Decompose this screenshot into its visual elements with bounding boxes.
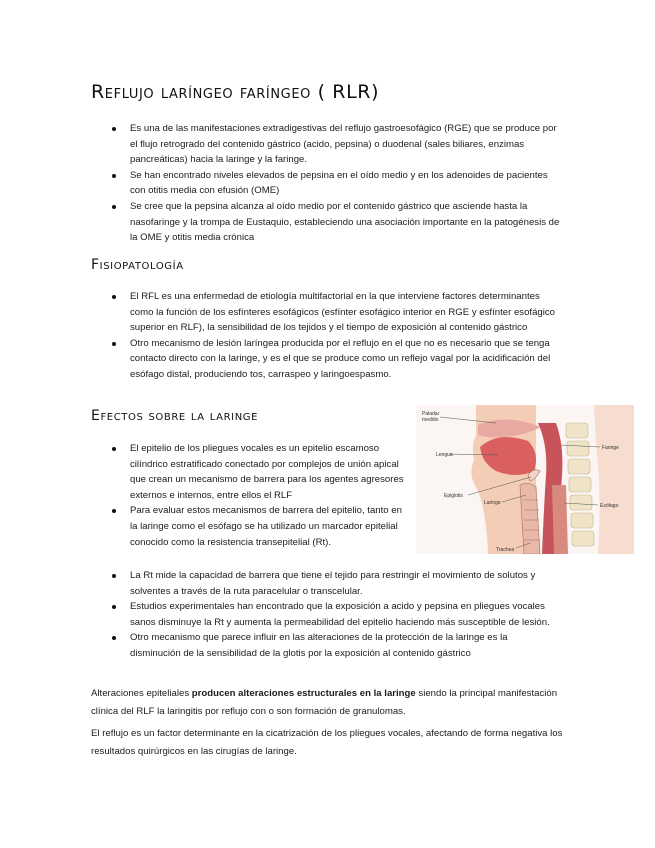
paragraph-alteraciones bbox=[91, 685, 561, 720]
list-item: Otro mecanismo de lesión laríngea producida por el reflujo en el que no es necesario que se tenga contacto directo con la laringe, y es el que se produce como un reflejo vagal por la acidificación del esófago distal, produciendo tos, carraspeo y laringoespasmo. bbox=[130, 336, 560, 383]
list-item: Otro mecanismo que parece influir en las alteraciones de la protección de la laringe es la disminución de la sensibilidad de la glotis por la exposición al contenido gástrico bbox=[130, 630, 560, 661]
vertebra bbox=[568, 459, 590, 474]
vertebra bbox=[567, 441, 589, 456]
vertebra bbox=[571, 513, 593, 528]
neck-back-shape bbox=[594, 405, 634, 554]
label-palate-line1: Paladar bbox=[422, 411, 440, 417]
label-tongue: Lengua bbox=[436, 452, 453, 458]
esophagus-shape bbox=[552, 485, 568, 554]
label-palate bbox=[422, 411, 441, 423]
anatomy-illustration bbox=[416, 405, 634, 554]
label-larynx: Laringe bbox=[484, 500, 501, 506]
anatomy-svg bbox=[416, 405, 634, 554]
efectos-bullet-list-wide bbox=[130, 568, 560, 662]
section-heading-efectos: Efectos sobre la laringe bbox=[91, 408, 259, 424]
list-item: Es una de las manifestaciones extradigestivas del reflujo gastroesofágico (RGE) que se produce por el flujo retrogrado del contenido gástrico (acido, pepsina) o duodenal (sales biliares, enzimas pancreáticas) hacia la laringe y la faringe. bbox=[130, 121, 562, 168]
page-title: Reflujo laríngeo faríngeo ( RLR) bbox=[91, 81, 380, 103]
vertebra bbox=[572, 531, 594, 546]
label-esophagus: Esófago bbox=[600, 503, 619, 509]
list-item: Para evaluar estos mecanismos de barrera del epitelio, tanto en la laringe como el esófago se ha utilizado un marcador epitelial conocido como la resistencia transepitelial (Rt). bbox=[130, 503, 410, 550]
paragraph-text-before: Alteraciones epiteliales bbox=[91, 688, 192, 699]
section-heading-fisiopatologia: Fisiopatología bbox=[91, 257, 184, 273]
label-pharynx: Faringe bbox=[602, 445, 619, 451]
vertebra bbox=[566, 423, 588, 438]
list-item: La Rt mide la capacidad de barrera que tiene el tejido para restringir el movimiento de solutos y solventes a través de la ruta paracelular o transcelular. bbox=[130, 568, 560, 599]
label-palate-line2: medido bbox=[422, 417, 439, 423]
list-item: Estudios experimentales han encontrado que la exposición a acido y pepsina en pliegues vocales sanos disminuye la Rt y aumenta la permeabilidad del epitelio haciendo más susceptible de lesión. bbox=[130, 599, 560, 630]
fisiopatologia-bullet-list bbox=[130, 289, 560, 383]
list-item: El RFL es una enfermedad de etiología multifactorial en la que interviene factores determinantes como la función de los esfínteres esofágicos (esfínter esofágico interior en RGE y esfínter esofágico superior en RLF), la sensibilidad de los tejidos y el tiempo de exposición al contenido gástrico bbox=[130, 289, 560, 336]
list-item: Se cree que la pepsina alcanza al oído medio por el contenido gástrico que asciende hasta la nasofaringe y la trompa de Eustaquio, estableciendo una asociación importante en la patogénesis de la OME y otitis media crónica bbox=[130, 199, 562, 246]
efectos-bullet-list-narrow bbox=[130, 441, 410, 550]
label-trachea: Trachea bbox=[496, 547, 515, 553]
list-item: Se han encontrado niveles elevados de pepsina en el oído medio y en los adenoides de pacientes con otitis media con efusión (OME) bbox=[130, 168, 562, 199]
paragraph-text-after: siendo la principal manifestación clínica del RLF la laringitis por reflujo con o son formación de granulomas. bbox=[91, 688, 558, 717]
vertebra bbox=[569, 477, 591, 492]
label-epiglottis: Epiglotis bbox=[444, 493, 463, 499]
paragraph-reflujo: El reflujo es un factor determinante en la cicatrización de los pliegues vocales, afectando de forma negativa los resultados quirúrgicos en las cirugías de laringe. bbox=[91, 728, 563, 757]
vertebra bbox=[570, 495, 592, 510]
paragraph-bold-text: producen alteraciones estructurales en la laringe bbox=[191, 688, 416, 699]
intro-bullet-list bbox=[130, 121, 562, 246]
list-item: El epitelio de los pliegues vocales es un epitelio escamoso cilíndrico estratificado conectado por complejos de unión apical que crean un mecanismo de barrera para los agentes agresores externos e internos, entre ellos el RLF bbox=[130, 441, 410, 503]
